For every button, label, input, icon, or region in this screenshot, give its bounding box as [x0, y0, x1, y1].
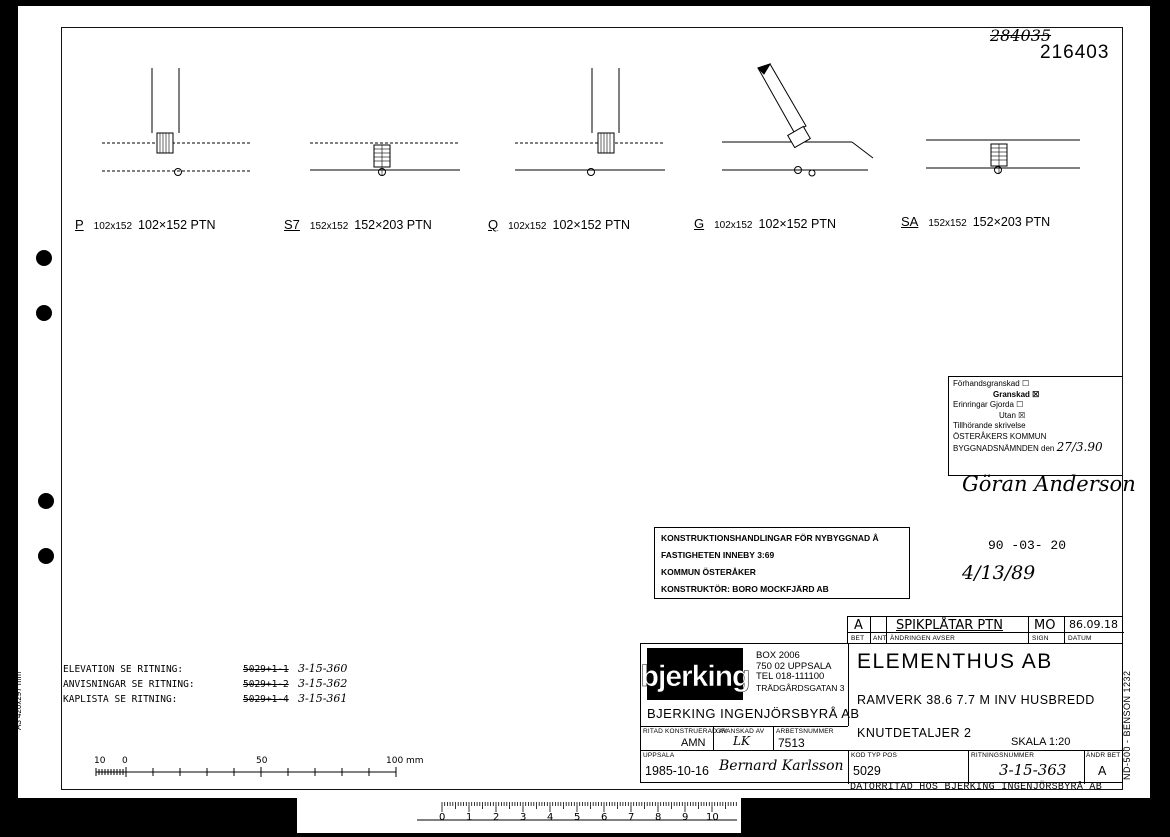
detail-label-q: Q 102x152 102×152 PTN	[488, 217, 630, 232]
ruler-number: 7	[628, 812, 635, 823]
reference-row: ELEVATION SE RITNING: 5029+1-1 3-15-360	[63, 662, 348, 675]
address-line: TEL 018-111100	[756, 671, 825, 682]
scale-bar-label-10: 10	[94, 756, 106, 766]
arbete-value: 7513	[778, 736, 805, 750]
footer-text: DATORRITAD HOS BJERKING INGENJÖRSBYRÅ AB	[850, 782, 1103, 793]
project-line: KONSTRUKTÖR: BORO MOCKFJÄRD AB	[661, 584, 829, 594]
approval-stamp	[948, 376, 1122, 476]
company-name: BJERKING INGENJÖRSBYRÅ AB	[647, 706, 860, 721]
scale-bar-label-50: 50	[256, 756, 268, 766]
header-date: DATUM	[1068, 635, 1092, 642]
title-line-2: RAMVERK 38.6 7.7 M INV HUSBREDD	[857, 693, 1095, 707]
scale-bar	[96, 764, 406, 778]
scale-bar-label-0: 0	[122, 756, 128, 766]
project-line: KOMMUN ÖSTERÅKER	[661, 567, 756, 577]
ruler-number: 8	[655, 812, 662, 823]
detail-label-p: P 102x152 102×152 PTN	[75, 217, 216, 232]
revision-text: SPIKPLÅTAR PTN	[896, 618, 1003, 633]
address-line: BOX 2006	[756, 650, 800, 661]
header-andr: ÄNDR BET	[1086, 752, 1121, 759]
stamp-date: 90 -03- 20	[988, 538, 1067, 553]
ruler-number: 1	[466, 812, 473, 823]
designer-signature: Bernard Karlsson	[719, 758, 844, 774]
header-ritad: RITAD KONSTRUERAD AV	[643, 728, 728, 735]
header-ant: ANT	[873, 635, 887, 642]
header-bet: BET	[851, 635, 865, 642]
detail-label-g: G 102x152 102×152 PTN	[694, 216, 836, 231]
client-name: ELEMENTHUS AB	[857, 650, 1053, 673]
header-granskad: GRANSKAD AV	[716, 728, 765, 735]
stamp-line: BYGGNADSNÄMNDEN den 27/3.90	[953, 440, 1103, 454]
ruler-numbers	[439, 812, 729, 826]
connection-details-drawing	[90, 60, 1090, 190]
company-address	[756, 651, 844, 693]
ritnr-value: 3-15-363	[999, 761, 1067, 779]
svg-text:bjerking: bjerking	[640, 660, 750, 693]
revision-date: 86.09.18	[1069, 618, 1118, 631]
header-arbete: ARBETSNUMMER	[776, 728, 834, 735]
address-line: TRÄDGÅRDSGATAN 3	[756, 682, 845, 693]
detail-label-s7: S7 152x152 152×203 PTN	[284, 217, 432, 232]
revision-sign: MO	[1034, 618, 1056, 633]
header-ritnr: RITNINGSNUMMER	[971, 752, 1035, 759]
header-kod: KOD TYP POS	[851, 752, 898, 759]
header-place: UPPSALA	[643, 752, 675, 759]
paper-format-label: A3 420x297 mm	[14, 671, 23, 730]
project-line: KONSTRUKTIONSHANDLINGAR FÖR NYBYGGNAD Å	[661, 533, 879, 543]
title-block	[640, 643, 1123, 783]
kod-value: 5029	[853, 764, 881, 778]
ritad-value: AMN	[681, 737, 706, 749]
old-drawing-number: 284035	[990, 26, 1052, 45]
plotter-label: ND-500 - BENSON 1232	[1122, 670, 1132, 780]
ruler-number: 2	[493, 812, 500, 823]
ruler-number: 0	[439, 812, 446, 823]
scan-ruler	[297, 798, 741, 833]
punch-hole	[38, 548, 54, 564]
address-line: 750 02 UPPSALA	[756, 660, 832, 672]
stamp-line: Tillhörande skrivelse	[953, 421, 1026, 430]
punch-hole	[38, 493, 54, 509]
ruler-number: 9	[682, 812, 689, 823]
scale-text: SKALA 1:20	[1011, 736, 1071, 748]
punch-hole	[36, 305, 52, 321]
header-sign: SIGN	[1032, 635, 1049, 642]
revision-block	[847, 616, 1123, 644]
title-line-3: KNUTDETALJER 2	[857, 726, 972, 740]
stamp-line: Utan ☒	[999, 410, 1026, 420]
andr-value: A	[1098, 764, 1107, 778]
stamp-signature: Göran Anderson	[962, 472, 1136, 496]
punch-hole	[36, 250, 52, 266]
header-change: ÄNDRINGEN AVSER	[890, 635, 956, 642]
ruler-number: 3	[520, 812, 527, 823]
scale-bar-label-100: 100 mm	[386, 756, 424, 766]
ruler-number: 4	[547, 812, 554, 823]
stamp-line: Förhandsgranskad ☐	[953, 379, 1030, 388]
stamp-line: Granskad ☒	[993, 389, 1040, 399]
handwritten-date: 4/13/89	[962, 562, 1036, 584]
granskad-value: LK	[733, 734, 750, 748]
bjerking-logo	[640, 648, 750, 700]
stamp-line: Erinringar Gjorda ☐	[953, 400, 1024, 409]
references	[63, 662, 347, 707]
detail-label-sa: SA 152x152 152×203 PTN	[901, 214, 1051, 229]
revision-bet: A	[854, 618, 863, 633]
ruler-number: 6	[601, 812, 608, 823]
drawing-date: 1985-10-16	[645, 764, 709, 778]
project-line: FASTIGHETEN INNEBY 3:69	[661, 550, 775, 560]
drawing-number: 216403	[1040, 42, 1110, 63]
project-box	[654, 527, 910, 599]
reference-row: KAPLISTA SE RITNING: 5029+1-4 3-15-361	[63, 692, 348, 705]
stamp-line: ÖSTERÅKERS KOMMUN	[953, 431, 1047, 441]
reference-row: ANVISNINGAR SE RITNING: 5029+1-2 3-15-362	[63, 677, 348, 690]
ruler-number: 10	[706, 812, 719, 823]
ruler-number: 5	[574, 812, 581, 823]
